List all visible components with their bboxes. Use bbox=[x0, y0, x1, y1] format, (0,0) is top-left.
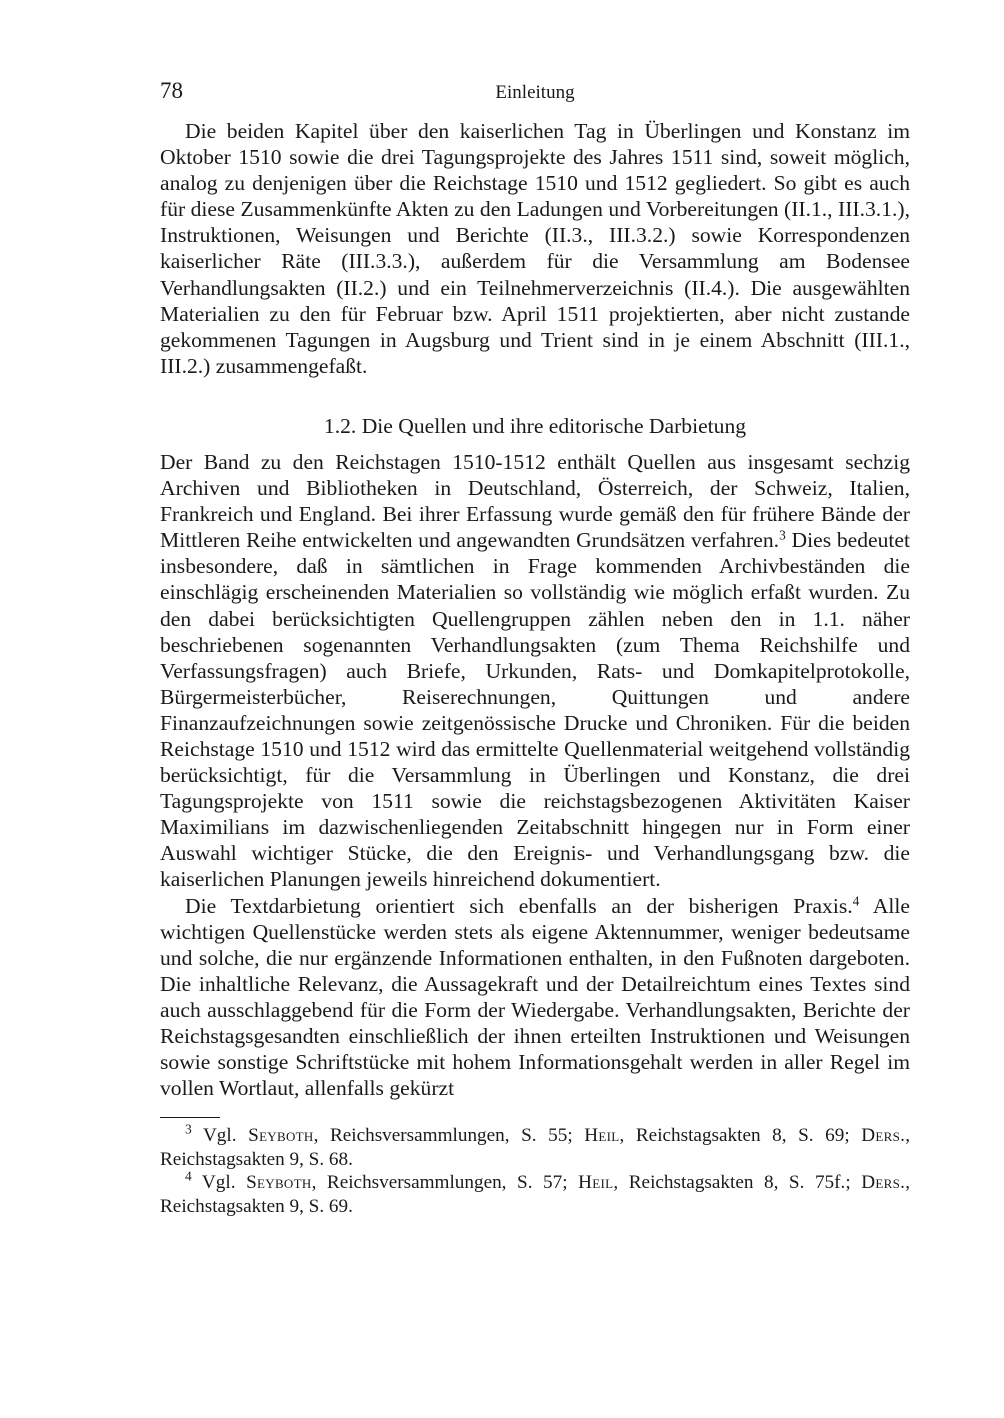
footnote-text: Vgl. bbox=[191, 1172, 247, 1194]
footnote-ref-3[interactable]: 3 bbox=[779, 527, 786, 543]
paragraph-2-part-a: Der Band zu den Reichstagen 1510-1512 enthält Quellen aus insgesamt sechzig Archiven und Bibliotheken in Deutschland, Österreich, der Schweiz, Italien, Frankreich und England. Bei ihrer Erfassung wurde gemäß den für frühere Bände der Mittleren Reihe entwickelten und angewandten Grundsätzen verfahren. bbox=[160, 449, 910, 553]
footnote-author: Ders. bbox=[861, 1125, 906, 1147]
footnote-author: Heil bbox=[578, 1172, 614, 1194]
footnote-text: , Reichsversammlungen, S. 57; bbox=[311, 1172, 579, 1194]
paragraph-2-part-b: Dies bedeutet insbesondere, daß in sämtlichen in Frage kommenden Archivbeständen die einschlägig erscheinenden Materialien so vollständig wie möglich erfaßt wurden. Zu den dabei berücksichtigten Quellengruppen zählen neben den in 1.1. näher beschriebenen sogenannten Verhandlungsakten (zum Thema Reichshilfe und Verfassungsfragen) auch Briefe, Urkunden, Rats- und Domkapitelprotokolle, Bürgermeisterbücher, Reiserechnungen, Quittungen und andere Finanzaufzeichnungen sowie zeitgenössische Drucke und Chroniken. Für die beiden Reichstage 1510 und 1512 wird das ermittelte Quellenmaterial weitgehend vollständig berücksichtigt, für die Versammlung in Überlingen und Konstanz, die drei Tagungsprojekte von 1511 sowie die reichstagsbezogenen Aktivitäten Kaiser Maximilians im dazwischenliegenden Zeitabschnitt hingegen nur in Form einer Auswahl wichtiger Stücke, die den Ereignis- und Verhandlungsgang bzw. die kaiserlichen Planungen jeweils hinreichend dokumentiert. bbox=[160, 528, 911, 892]
paragraph-3-part-b: Alle wichtigen Quellenstücke werden stets als eigene Aktennummer, weniger bedeutsame und solche, die nur ergänzende Informationen enthalten, in den Fußnoten dargeboten. Die inhaltliche Relevanz, die Aussagekraft und der Detailreichtum eines Textes sind auch ausschlaggebend für die Form der Wiedergabe. Verhandlungsakten, Berichte der Reichstagsgesandten einschließlich der ihnen erteilten Instruktionen und Weisungen sowie sonstige Schriftstücke mit hohem Informationsgehalt werden in aller Regel im vollen Wortlaut, allenfalls gekürzt bbox=[160, 893, 910, 1101]
paragraph-1: Die beiden Kapitel über den kaiserlichen Tag in Überlingen und Konstanz im Oktober 1510 sowie die drei Tagungsprojekte des Jahres 1511 sind, soweit möglich, analog zu denjenigen über die Reichstage 1510 und 1512 gegliedert. So gibt es auch für diese Zusammenkünfte Akten zu den Ladungen und Vorbereitungen (II.1., III.3.1.), Instruktionen, Weisungen und Berichte (II.3., III.3.2.) sowie Korrespondenzen kaiserlicher Räte (III.3.3.), außerdem für die Versammlung am Bodensee Verhandlungsakten (II.2.) und ein Teilnehmerverzeichnis (II.4.). Die ausgewählten Materialien zu den für Februar bzw. April 1511 projektierten, aber nicht zustande gekommenen Tagungen in Augsburg und Trient sind in je einem Abschnitt (III.1., III.2.) zusammengefaßt. bbox=[160, 119, 910, 378]
footnote-number: 4 bbox=[185, 1168, 192, 1184]
paragraph-2 bbox=[160, 449, 910, 893]
footnote-author: Heil bbox=[584, 1125, 620, 1147]
footnote-divider bbox=[160, 1117, 220, 1118]
footnote-author: Seyboth bbox=[248, 1125, 314, 1147]
paragraph-3 bbox=[160, 893, 910, 1102]
body-text bbox=[160, 118, 910, 1101]
page-number: 78 bbox=[160, 78, 183, 103]
footnote-text: , Reichstagsakten 9, S. 68. bbox=[160, 1125, 911, 1170]
footnote-3 bbox=[160, 1121, 911, 1171]
footnote-text: , Reichsversammlungen, S. 55; bbox=[313, 1125, 585, 1147]
running-head: Einleitung bbox=[495, 82, 575, 103]
page-header bbox=[160, 78, 910, 110]
footnote-text: , Reichstagsakten 9, S. 69. bbox=[160, 1172, 911, 1217]
page bbox=[160, 78, 910, 1218]
footnote-text: , Reichstagsakten 8, S. 75f.; bbox=[613, 1172, 862, 1194]
footnote-ref-4[interactable]: 4 bbox=[852, 893, 860, 909]
footnote-author: Ders. bbox=[861, 1172, 906, 1194]
footnote-text: Vgl. bbox=[191, 1125, 249, 1147]
footnote-text: , Reichstagsakten 8, S. 69; bbox=[619, 1125, 862, 1147]
footnotes bbox=[160, 1121, 911, 1218]
paragraph-3-part-a: Die Textdarbietung orientiert sich ebenfalls an der bisherigen Praxis. bbox=[185, 893, 853, 918]
section-heading: 1.2. Die Quellen und ihre editorische Darbietung bbox=[323, 413, 747, 438]
footnote-author: Seyboth bbox=[246, 1172, 312, 1194]
footnote-number: 3 bbox=[185, 1121, 192, 1137]
footnote-4 bbox=[160, 1168, 911, 1218]
